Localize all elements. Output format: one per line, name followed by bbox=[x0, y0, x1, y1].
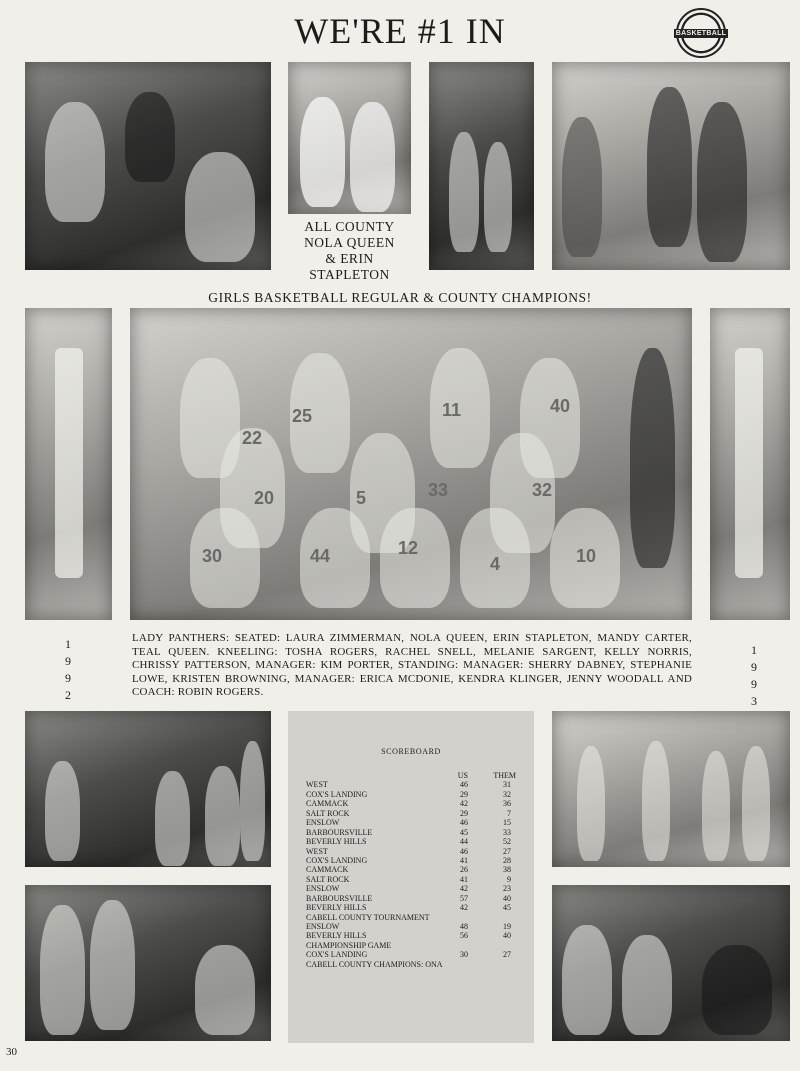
us-score: 57 bbox=[460, 893, 468, 903]
photo-celebration bbox=[25, 711, 271, 867]
score-row bbox=[306, 865, 516, 874]
opponent: ENSLOW bbox=[306, 922, 340, 931]
all-county-caption bbox=[288, 219, 411, 283]
page-number: 30 bbox=[6, 1046, 17, 1058]
year-right bbox=[744, 642, 764, 710]
jersey-number: 4 bbox=[490, 554, 501, 574]
score-row bbox=[306, 847, 516, 856]
score-row bbox=[306, 856, 516, 865]
year-left bbox=[58, 636, 78, 704]
jersey-number: 11 bbox=[442, 400, 462, 420]
score-row bbox=[306, 922, 516, 931]
them-score: 19 bbox=[503, 922, 511, 931]
year-digit: 2 bbox=[65, 688, 71, 702]
them-score: 31 bbox=[503, 780, 511, 790]
score-row bbox=[306, 799, 516, 808]
photo-crowd bbox=[552, 885, 790, 1041]
jersey-number: 10 bbox=[576, 546, 597, 566]
opponent: COX'S LANDING bbox=[306, 789, 368, 799]
score-row bbox=[306, 780, 516, 789]
score-row bbox=[306, 960, 516, 969]
opponent: BEVERLY HILLS bbox=[306, 837, 367, 847]
score-row bbox=[306, 894, 516, 903]
them-score: 32 bbox=[503, 789, 511, 799]
col-them: THEM bbox=[493, 771, 516, 780]
jersey-number: 40 bbox=[550, 396, 571, 416]
score-row bbox=[306, 913, 516, 922]
them-score: 45 bbox=[503, 903, 511, 913]
us-score: 56 bbox=[460, 931, 468, 941]
them-score: 33 bbox=[503, 827, 511, 837]
jersey-number: 20 bbox=[254, 488, 275, 508]
opponent: CABELL COUNTY CHAMPIONS: ONA bbox=[306, 959, 443, 969]
jersey-number: 30 bbox=[202, 546, 223, 566]
them-score: 40 bbox=[503, 893, 511, 903]
jersey-number: 25 bbox=[292, 406, 313, 426]
them-score: 27 bbox=[503, 846, 511, 856]
opponent: BEVERLY HILLS bbox=[306, 931, 367, 941]
them-score: 9 bbox=[507, 874, 511, 884]
score-row bbox=[306, 903, 516, 912]
scoreboard-title: SCOREBOARD bbox=[381, 747, 441, 756]
opponent: BARBOURSVILLE bbox=[306, 827, 373, 837]
jersey-number: 33 bbox=[428, 480, 449, 500]
jersey-number: 44 bbox=[310, 546, 331, 566]
us-score: 46 bbox=[460, 818, 468, 828]
opponent: COX'S LANDING bbox=[306, 950, 368, 960]
score-row bbox=[306, 941, 516, 950]
champions-banner: GIRLS BASKETBALL REGULAR & COUNTY CHAMPIONS! bbox=[208, 290, 592, 305]
opponent: WEST bbox=[306, 780, 328, 790]
us-score: 42 bbox=[460, 884, 468, 894]
them-score: 23 bbox=[503, 884, 511, 894]
opponent: CAMMACK bbox=[306, 799, 349, 809]
them-score: 27 bbox=[503, 950, 511, 960]
photo-team bbox=[130, 308, 692, 620]
us-score: 46 bbox=[460, 780, 468, 790]
photo-team-table bbox=[25, 62, 271, 270]
opponent: ENSLOW bbox=[306, 818, 340, 828]
year-digit: 9 bbox=[751, 677, 757, 691]
opponent: CABELL COUNTY TOURNAMENT bbox=[306, 912, 430, 922]
col-us: US bbox=[457, 771, 468, 780]
score-row bbox=[306, 809, 516, 818]
them-score bbox=[468, 913, 511, 922]
us-score bbox=[446, 960, 468, 969]
photo-trophy-right bbox=[710, 308, 790, 620]
year-digit: 1 bbox=[65, 637, 71, 651]
year-digit: 9 bbox=[65, 671, 71, 685]
us-score: 26 bbox=[460, 865, 468, 875]
opponent: CHAMPIONSHIP GAME bbox=[306, 940, 392, 950]
score-row bbox=[306, 875, 516, 884]
opponent: ENSLOW bbox=[306, 884, 340, 894]
opponent: COX'S LANDING bbox=[306, 855, 368, 865]
them-score: 40 bbox=[503, 931, 511, 941]
opponent: SALT ROCK bbox=[306, 874, 350, 884]
scoreboard bbox=[288, 711, 534, 1043]
score-row bbox=[306, 884, 516, 893]
us-score: 45 bbox=[460, 827, 468, 837]
photo-trophy-presentation bbox=[552, 62, 790, 270]
score-row bbox=[306, 931, 516, 940]
them-score: 15 bbox=[503, 818, 511, 828]
page-title: WE'RE #1 IN bbox=[294, 11, 506, 51]
photo-bench bbox=[25, 885, 271, 1041]
score-row bbox=[306, 950, 516, 959]
scoreboard-header bbox=[306, 771, 516, 780]
us-score: 48 bbox=[460, 922, 468, 931]
them-score: 38 bbox=[503, 865, 511, 875]
us-score: 44 bbox=[460, 837, 468, 847]
year-digit: 3 bbox=[751, 694, 757, 708]
us-score bbox=[446, 941, 468, 950]
caption-line: NOLA QUEEN bbox=[304, 235, 395, 250]
score-row bbox=[306, 790, 516, 799]
opponent: BARBOURSVILLE bbox=[306, 893, 373, 903]
opponent: SALT ROCK bbox=[306, 808, 350, 818]
photo-trophy-left bbox=[25, 308, 112, 620]
photo-all-county bbox=[288, 62, 411, 214]
them-score: 36 bbox=[503, 799, 511, 809]
caption-line: & ERIN bbox=[325, 251, 374, 266]
caption-line: ALL COUNTY bbox=[304, 219, 395, 234]
them-score bbox=[468, 960, 511, 969]
roster-caption: LADY PANTHERS: SEATED: LAURA ZIMMERMAN, NOLA QUEEN, ERIN STAPLETON, MANDY CARTER, TEAL QUEEN. KNEELING: TOSHA ROGERS, RACHEL SNELL, MELANIE SARGENT, KELLY NORRIS, CHRISSY PATTERSON, MANAGER: KIM PORTER, STANDING: MANAGER: SHERRY DABNEY, STEPHANIE LOWE, KRISTEN BROWNING, MANAGER: ERICA MCDONIE, KENDRA KLINGER, JENNY WOODALL AND COACH: ROBIN ROGERS. bbox=[132, 632, 692, 699]
jersey-number: 12 bbox=[398, 538, 419, 558]
us-score: 41 bbox=[460, 855, 468, 865]
jersey-number: 22 bbox=[242, 428, 263, 448]
us-score: 42 bbox=[460, 903, 468, 913]
us-score: 46 bbox=[460, 846, 468, 856]
us-score: 29 bbox=[460, 789, 468, 799]
them-score bbox=[468, 941, 511, 950]
basketball-logo-icon bbox=[676, 8, 726, 58]
them-score: 52 bbox=[503, 837, 511, 847]
logo-text: BASKETBALL bbox=[675, 29, 727, 37]
year-digit: 9 bbox=[65, 654, 71, 668]
us-score: 42 bbox=[460, 799, 468, 809]
opponent: BEVERLY HILLS bbox=[306, 903, 367, 913]
year-digit: 9 bbox=[751, 660, 757, 674]
jersey-number: 5 bbox=[356, 488, 367, 508]
score-row bbox=[306, 837, 516, 846]
us-score: 29 bbox=[460, 808, 468, 818]
photo-game-court bbox=[552, 711, 790, 867]
them-score: 28 bbox=[503, 855, 511, 865]
score-row bbox=[306, 818, 516, 827]
opponent: WEST bbox=[306, 846, 328, 856]
year-digit: 1 bbox=[751, 643, 757, 657]
us-score: 41 bbox=[460, 874, 468, 884]
scoreboard-table bbox=[306, 771, 516, 969]
them-score: 7 bbox=[507, 808, 511, 818]
score-row bbox=[306, 828, 516, 837]
us-score bbox=[446, 913, 468, 922]
us-score: 30 bbox=[460, 950, 468, 960]
opponent: CAMMACK bbox=[306, 865, 349, 875]
caption-line: STAPLETON bbox=[309, 267, 390, 282]
jersey-number: 32 bbox=[532, 480, 553, 500]
photo-game-action bbox=[429, 62, 534, 270]
